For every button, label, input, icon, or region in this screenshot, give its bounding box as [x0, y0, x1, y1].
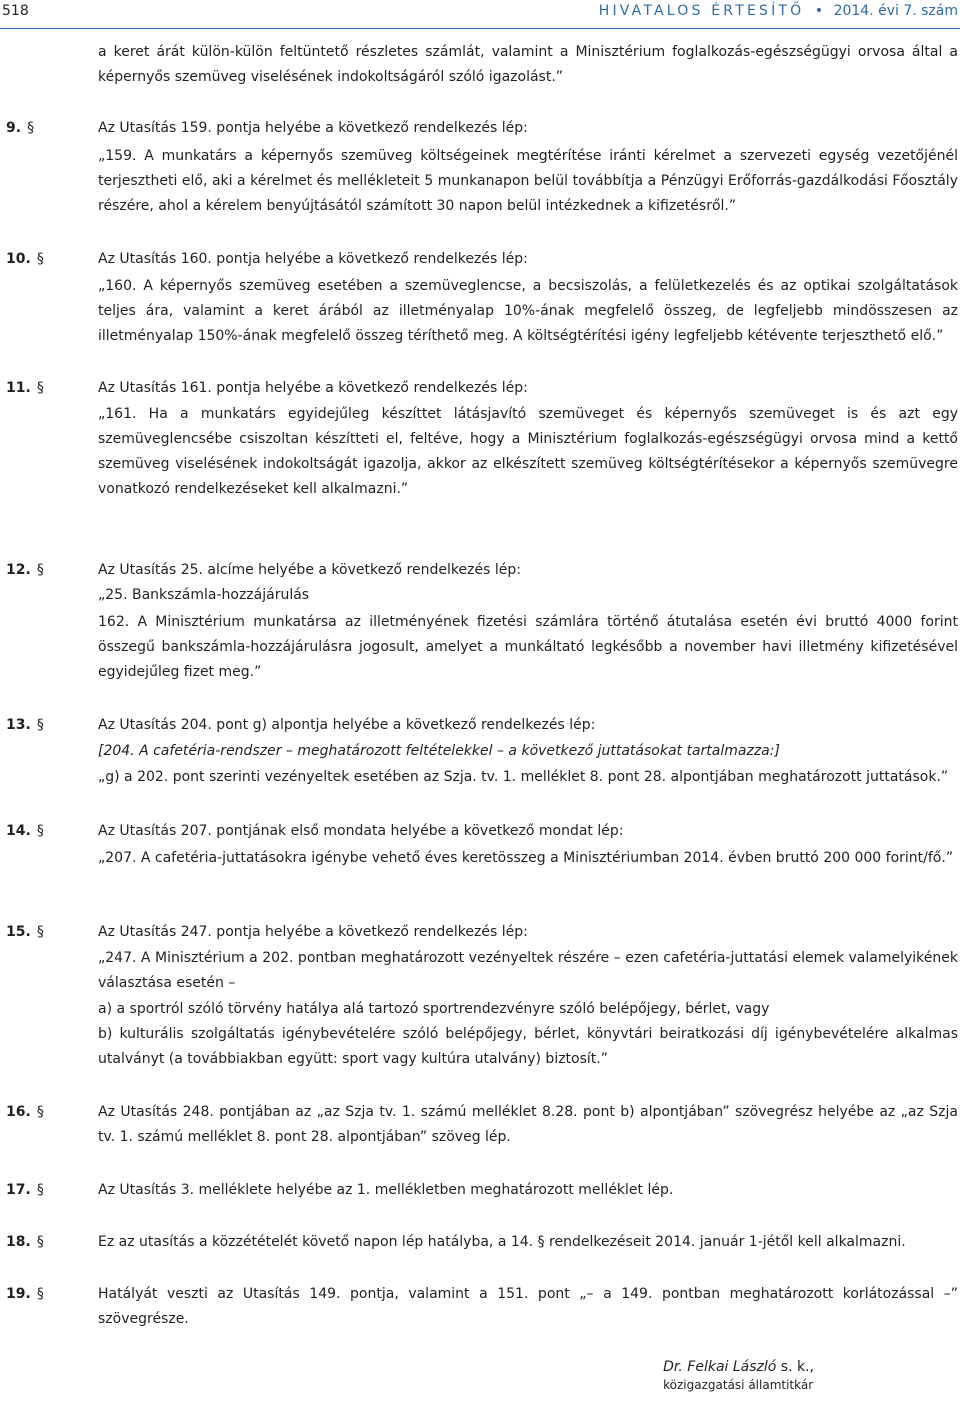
- section-18-text: Ez az utasítás a közzétételét követő napon lép hatályba, a 14. § rendelkezéseit 2014. január 1-jétől kell alkalmazni.: [98, 1234, 906, 1250]
- section-9-number: 9. §: [6, 120, 35, 136]
- section-17-number: 17. §: [6, 1182, 44, 1198]
- section-19-number: 19. §: [6, 1286, 44, 1302]
- section-14-text: „207. A cafetéria-juttatásokra igénybe vehető éves keretösszeg a Minisztériumban 2014. évben bruttó 200 000 forint/fő.”: [98, 850, 954, 866]
- section-15-item-b: b) kulturális szolgáltatás igénybevételére szóló belépőjegy, bérlet, könyvtári beiratkozási díj igénybevételére alkalmas utalványt (a továbbiakban együtt: sport vagy kultúra utalvány) biztosít.”: [98, 1026, 958, 1067]
- section-11-instruction: Az Utasítás 161. pontja helyébe a következő rendelkezés lép:: [98, 380, 528, 396]
- section-15-instruction: Az Utasítás 247. pontja helyébe a következő rendelkezés lép:: [98, 924, 528, 940]
- section-10-instruction: Az Utasítás 160. pontja helyébe a következő rendelkezés lép:: [98, 251, 528, 267]
- section-10-number: 10. §: [6, 251, 44, 267]
- section-16-text: Az Utasítás 248. pontjában az „az Szja tv. 1. számú melléklet 8.28. pont b) alpontjában” szövegrész helyébe az „az Szja tv. 1. számú melléklet 8. pont 28. alpontjában” szöveg lép.: [98, 1104, 958, 1145]
- section-13-text: „g) a 202. pont szerinti vezényeltek esetében az Szja. tv. 1. melléklet 8. pont 28. alpontjában meghatározott juttatások.”: [98, 769, 949, 785]
- section-10-text: „160. A képernyős szemüveg esetében a szemüveglencse, a becsiszolás, a felületkezelés és az optikai szolgáltatások teljes ára, valamint a keret árából az illetményalap 10%-ának megfelelő összeg, de legfeljebb mindösszesen az illetményalap 150%-ának megfelelő összeg téríthető meg. A költségtérítési igény legfeljebb kétévente terjeszthető elő.”: [98, 278, 958, 344]
- section-18-number: 18. §: [6, 1234, 44, 1250]
- section-11-number: 11. §: [6, 380, 44, 396]
- header-rule: [0, 28, 960, 29]
- section-15-text: „247. A Minisztérium a 202. pontban meghatározott vezényeltek részére – ezen cafetéria-juttatási elemek valamelyikének választása esetén –: [98, 950, 958, 991]
- section-14-number: 14. §: [6, 823, 44, 839]
- intro-paragraph: a keret árát külön-külön feltüntető részletes számlát, valamint a Minisztérium foglalkozás-egészségügyi orvosa által a képernyős szemüveg viselésének indokoltságáról szóló igazolást.”: [98, 44, 958, 85]
- signature-name-line: [663, 1358, 814, 1376]
- section-12-text: 162. A Minisztérium munkatársa az illetményének fizetési számlára történő átutalása esetén évi bruttó 4000 forint összegű bankszámla-hozzájárulásra jogosult, amelyet a munkáltató legkésőbb a november havi illetmény kifizetésével egyidejűleg fizet meg.”: [98, 614, 958, 680]
- section-17-text: Az Utasítás 3. melléklete helyébe az 1. mellékletben meghatározott melléklet lép.: [98, 1182, 674, 1198]
- section-12-instruction: Az Utasítás 25. alcíme helyébe a következő rendelkezés lép:: [98, 562, 521, 578]
- journal-info: [599, 3, 958, 19]
- section-9-instruction: Az Utasítás 159. pontja helyébe a következő rendelkezés lép:: [98, 120, 528, 136]
- section-14-instruction: Az Utasítás 207. pontjának első mondata helyébe a következő mondat lép:: [98, 823, 624, 839]
- section-15-item-a: a) a sportról szóló törvény hatálya alá tartozó sportrendezvényre szóló belépőjegy, bérlet, vagy: [98, 1001, 770, 1017]
- section-9-text: „159. A munkatárs a képernyős szemüveg költségeinek megtérítése iránti kérelmet a szervezeti egység vezetőjénél terjesztheti elő, aki a kérelmet és mellékleteit 5 munkanapon belül továbbítja a Pénzügyi Erőforrás-gazdálkodási Főosztály részére, ahol a kérelem benyújtásától számított 30 napon belül intézkednek a kifizetésről.”: [98, 148, 958, 214]
- issue-info: 2014. évi 7. szám: [833, 3, 958, 19]
- signature-suffix: s. k.,: [780, 1359, 814, 1375]
- section-12-subtitle: „25. Bankszámla-hozzájárulás: [98, 587, 310, 603]
- signatory-role: közigazgatási államtitkár: [663, 1378, 814, 1392]
- section-13-italic-note: [204. A cafetéria-rendszer – meghatározott feltételekkel – a következő juttatásokat tartalmazza:]: [98, 743, 780, 759]
- journal-title: HIVATALOS ÉRTESÍTŐ: [598, 3, 805, 19]
- section-13-number: 13. §: [6, 717, 44, 733]
- signature-block: [663, 1358, 814, 1394]
- section-19-text: Hatályát veszti az Utasítás 149. pontja, valamint a 151. pont „– a 149. pontban meghatározott korlátozással –” szövegrésze.: [98, 1286, 958, 1327]
- section-16-number: 16. §: [6, 1104, 44, 1120]
- section-11-text: „161. Ha a munkatárs egyidejűleg készíttet látásjavító szemüveget és képernyős szemüveget is és azt egy szemüveglencsébe csiszoltan készítteti el, feltéve, hogy a Minisztérium foglalkozás-egészségügyi orvosa mind a kettő szemüveg viselésének indokoltságát igazolja, akkor az elkészített szemüveg költségtérítésekor a képernyős szemüvegre vonatkozó rendelkezéseket kell alkalmazni.”: [98, 406, 958, 497]
- page-header: [0, 0, 960, 34]
- section-15-number: 15. §: [6, 924, 44, 940]
- header-bullet: •: [814, 3, 824, 19]
- section-13-instruction: Az Utasítás 204. pont g) alpontja helyébe a következő rendelkezés lép:: [98, 717, 596, 733]
- section-12-number: 12. §: [6, 562, 44, 578]
- page-number: 518: [2, 3, 29, 19]
- signatory-name: Dr. Felkai László: [663, 1359, 777, 1375]
